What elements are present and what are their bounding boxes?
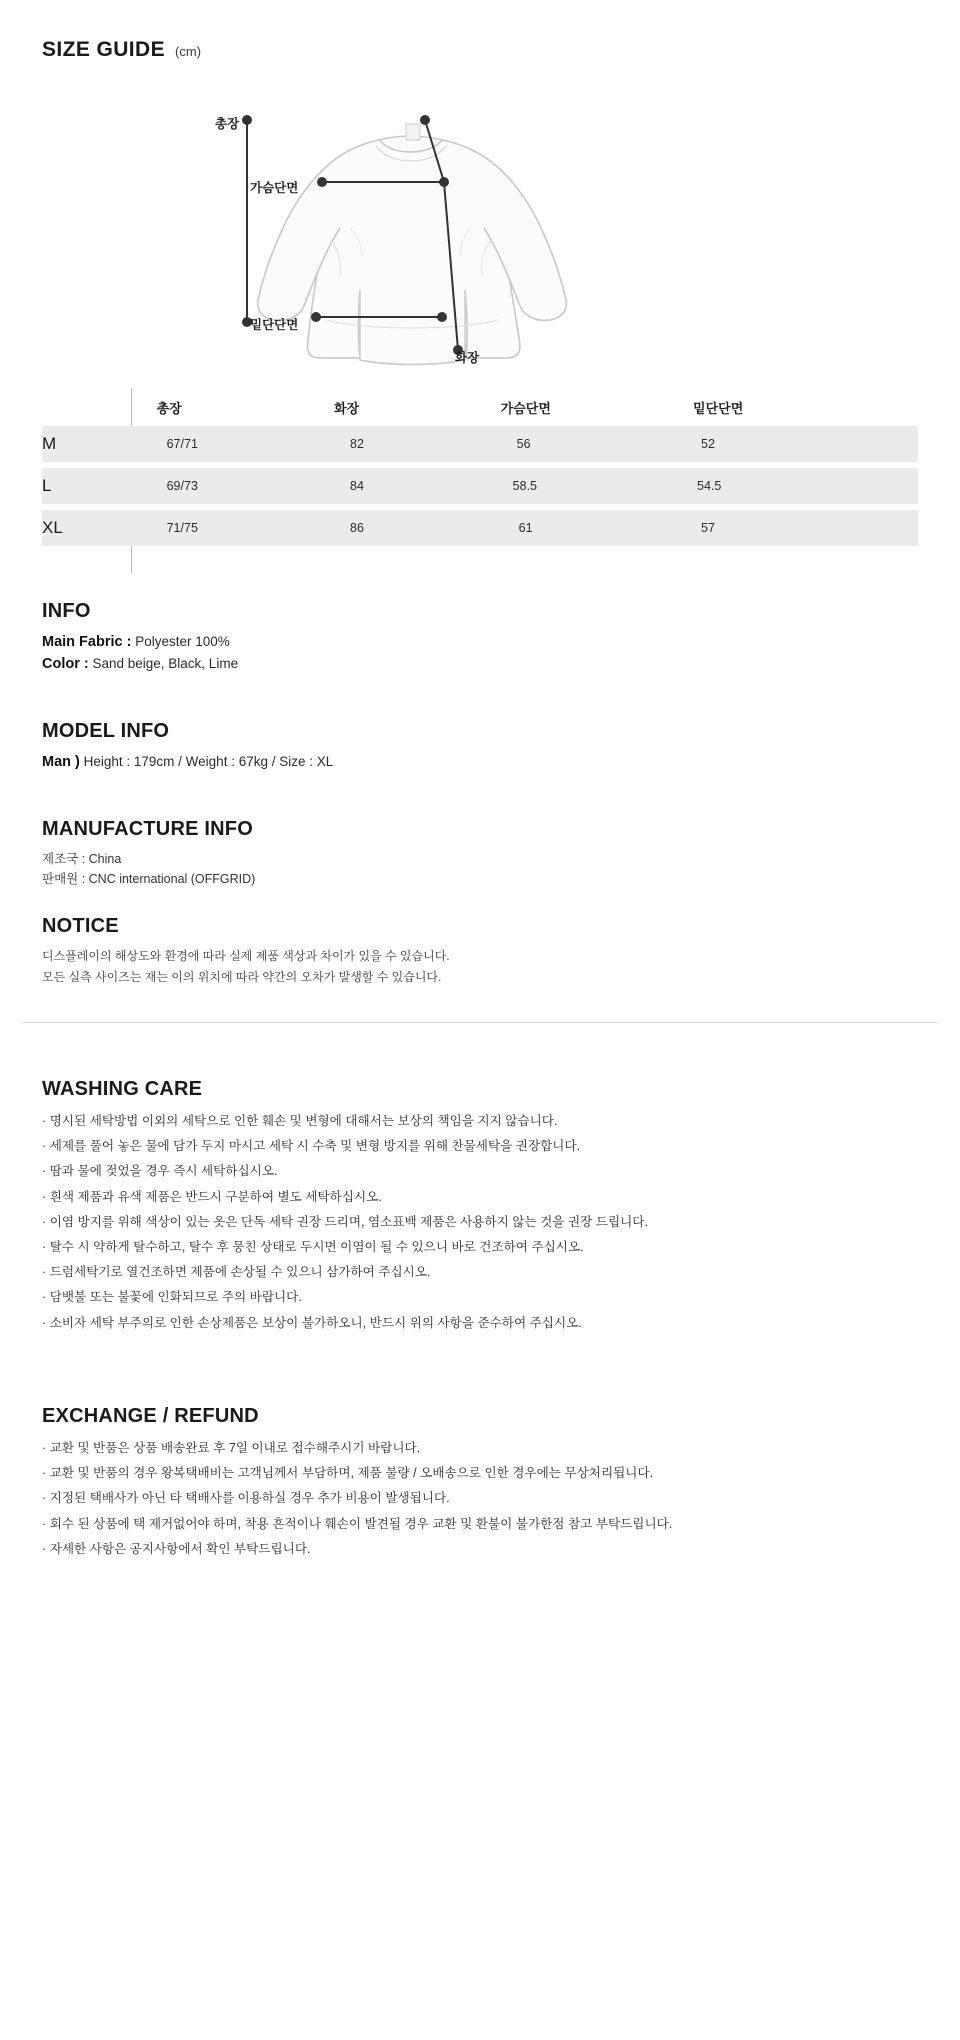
washing-care-list [42,1109,922,1336]
exchange-refund-list [42,1436,922,1562]
exchange-refund-block [42,1405,922,1562]
list-item: · 땀과 물에 젖었을 경우 즉시 세탁하십시오. [42,1164,278,1179]
list-item: · 드럼세탁기로 열건조하면 제품에 손상될 수 있으니 삼가하여 주십시오. [42,1265,431,1280]
exchange-refund-title: EXCHANGE / REFUND [42,1405,259,1427]
list-item: · 교환 및 반품은 상품 배송완료 후 7일 이내로 접수해주시기 바랍니다. [42,1441,421,1455]
table-row [42,510,918,546]
table-header-chest: 가슴단면 [500,400,551,416]
table-row [42,468,918,504]
model-info-block [42,720,742,773]
diagram-label-total-length: 총장 [215,117,240,131]
garment-diagram [215,110,650,390]
cell-xl-total-length: 71/75 [166,521,198,535]
manufacture-info-block [42,818,742,889]
size-table-header [42,388,918,426]
washing-care-title: WASHING CARE [42,1078,203,1100]
size-table [42,388,918,546]
row-size-xl: XL [42,518,63,537]
info-title: INFO [42,600,91,622]
list-item: · 소비자 세탁 부주의로 인한 손상제품은 보상이 불가하오니, 반드시 위의 사항을 준수하여 주십시오. [42,1315,582,1330]
info-color-row [42,653,742,675]
list-item: · 세제를 풀어 놓은 물에 담가 두지 마시고 세탁 시 수축 및 변형 방지를 위해 찬물세탁을 권장합니다. [42,1139,581,1154]
notice-title: NOTICE [42,915,119,937]
list-item: · 지정된 택배사가 아닌 타 택배사를 이용하실 경우 추가 비용이 발생됩니다. [42,1491,450,1506]
list-item: · 회수 된 상품에 택 제거없어야 하며, 착용 흔적이나 훼손이 발견될 경우 교환 및 환불이 불가한점 참고 부탁드립니다. [42,1516,673,1531]
model-info-value: Height : 179cm / Weight : 67kg / Size : XL [83,754,334,769]
garment-illustration-svg [230,110,650,390]
cell-m-hem: 52 [701,437,715,451]
cell-xl-chest: 61 [518,521,533,535]
model-info-label: Man ) [42,754,80,770]
manufacture-country: 제조국 : China [42,852,122,866]
diagram-label-sleeve: 화장 [455,351,480,365]
size-table-body [42,426,918,546]
info-fabric-row [42,631,742,653]
cell-l-hem: 54.5 [697,479,722,493]
list-item: · 탈수 시 약하게 탈수하고, 탈수 후 뭉친 상태로 두시면 이염이 될 수 있으니 바로 건조하여 주십시오. [42,1239,584,1254]
cell-l-chest: 58.5 [512,479,538,493]
model-info-row [42,751,742,773]
info-fabric-label: Main Fabric : [42,634,132,650]
cell-xl-hem: 57 [701,521,715,535]
cell-m-chest: 56 [516,437,531,451]
page-title: SIZE GUIDE [42,38,166,61]
size-guide-header [42,38,201,62]
measurement-unit-label: (cm) [175,44,202,59]
diagram-label-chest: 가슴단면 [250,181,299,195]
row-size-l: L [42,476,52,495]
section-divider [22,1022,938,1023]
diagram-label-hem: 밑단단면 [250,318,299,332]
table-header-size [42,388,115,426]
cell-xl-sleeve: 86 [350,521,364,535]
cell-m-total-length: 67/71 [166,437,198,451]
table-row [42,426,918,462]
list-item: · 명시된 세탁방법 이외의 세탁으로 인한 훼손 및 변형에 대해서는 보상의 책임을 지지 않습니다. [42,1114,558,1128]
cell-m-sleeve: 82 [350,437,364,451]
cell-l-sleeve: 84 [350,479,364,493]
washing-care-block [42,1078,922,1336]
list-item: · 담뱃불 또는 불꽃에 인화되므로 주의 바랍니다. [42,1290,302,1305]
table-header-hem: 밑단단면 [693,400,744,416]
cell-l-total-length: 69/73 [166,479,198,493]
manufacture-info-title: MANUFACTURE INFO [42,818,253,840]
notice-block [42,915,802,988]
row-size-m: M [42,434,57,453]
manufacture-seller: 판매원 : CNC international (OFFGRID) [42,872,256,886]
table-header-total-length: 총장 [156,400,182,416]
info-color-value: Sand beige, Black, Lime [92,656,239,672]
notice-line-1: 디스플레이의 해상도와 환경에 따라 실제 제품 색상과 차이가 있을 수 있습니다. [42,949,450,963]
info-fabric-value: Polyester 100% [135,634,230,649]
info-block [42,600,742,676]
table-header-row [42,388,918,426]
list-item: · 자세한 사항은 공지사항에서 확인 부탁드립니다. [42,1541,311,1556]
info-color-label: Color : [42,656,89,673]
notice-line-2: 모든 실측 사이즈는 재는 이의 위치에 따라 약간의 오차가 발생할 수 있습니다. [42,970,442,984]
list-item: · 교환 및 반품의 경우 왕복택배비는 고객님께서 부담하며, 제품 불량 / 오배송으로 인한 경우에는 무상처리됩니다. [42,1466,654,1481]
list-item: · 흰색 제품과 유색 제품은 반드시 구분하여 별도 세탁하십시오. [42,1189,382,1204]
list-item: · 이염 방지를 위해 색상이 있는 옷은 단독 세탁 권장 드리며, 염소표백 제품은 사용하지 않는 것을 권장 드립니다. [42,1214,648,1229]
table-header-sleeve: 화장 [334,400,360,416]
model-info-title: MODEL INFO [42,720,170,742]
